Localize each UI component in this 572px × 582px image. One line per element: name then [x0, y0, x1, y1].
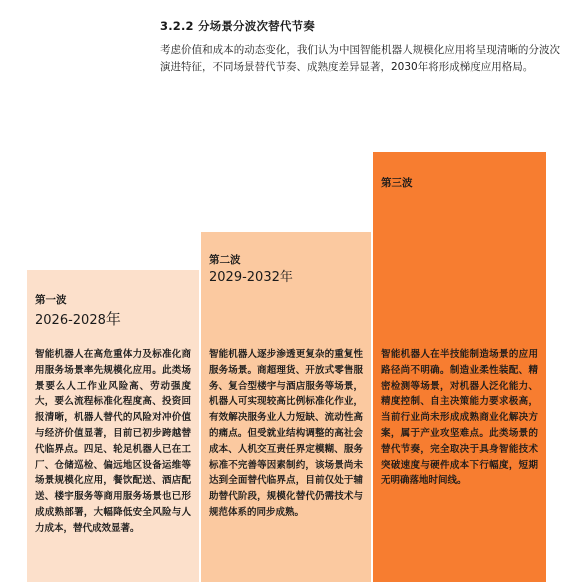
wave-1-column [27, 270, 199, 582]
wave-3-body: 智能机器人在半技能制造场景的应用路径尚不明确。制造业柔性装配、精密检测等场景，对机器人泛化能力、精度控制、自主决策能力要求极高，当前行业尚未形成成熟商业化解决方案，属于产业攻坚难点。此类场景的替代节奏，完全取决于具身智能技术突破速度与硬件成本下行幅度，短期无明确落地时间线。 [381, 349, 538, 487]
wave-2-body: 智能机器人逐步渗透更复杂的重复性服务场景。商超理货、开放式零售服务、复合型楼宇与酒店服务等场景，机器人可实现较高比例标准化作业，有效解决服务业人力短缺、流动性高的痛点。但受就业结构调整的高社会成本、人机交互责任界定模糊、服务标准不完善等因素制约，该场景尚未达到全面替代临界点，目前仅处于辅助替代阶段，规模化替代仍需技术与规范体系的同步成熟。 [209, 349, 363, 518]
wave-1-body: 智能机器人在高危重体力及标准化商用服务场景率先规模化应用。此类场景要么人工作业风险高、劳动强度大，要么流程标准化程度高、投资回报清晰，机器人替代的风险对冲价值与经济价值显著，目前已初步跨越替代临界点。四足、轮足机器人已在工厂、仓储巡检、偏远地区设备运维等场景规模化应用，餐饮配送、酒店配送、楼宇服务等商用服务场景也已形成成熟部署，大幅降低安全风险与人力成本，替代成效显著。 [35, 349, 191, 534]
section-heading: 3.2.2 分场景分波次替代节奏 [160, 19, 315, 33]
wave-3-column [373, 152, 546, 582]
wave-1-years-suffix: 年 [105, 310, 121, 328]
wave-2-years [209, 266, 293, 285]
section-intro: 考虑价值和成本的动态变化，我们认为中国智能机器人规模化应用将呈现清晰的分波次演进特征，不同场景替代节奏、成熟度差异显著，2030年将形成梯度应用格局。 [160, 44, 560, 73]
wave-2-column [201, 232, 371, 582]
wave-1-years [35, 308, 121, 329]
wave-3-title: 第三波 [381, 177, 413, 189]
wave-1-title: 第一波 [35, 294, 67, 306]
wave-2-years-suffix: 年 [279, 270, 293, 285]
wave-2-title: 第二波 [209, 254, 241, 266]
wave-2-years-range: 2029-2032 [209, 270, 280, 285]
wave-1-years-range: 2026-2028 [35, 313, 106, 328]
